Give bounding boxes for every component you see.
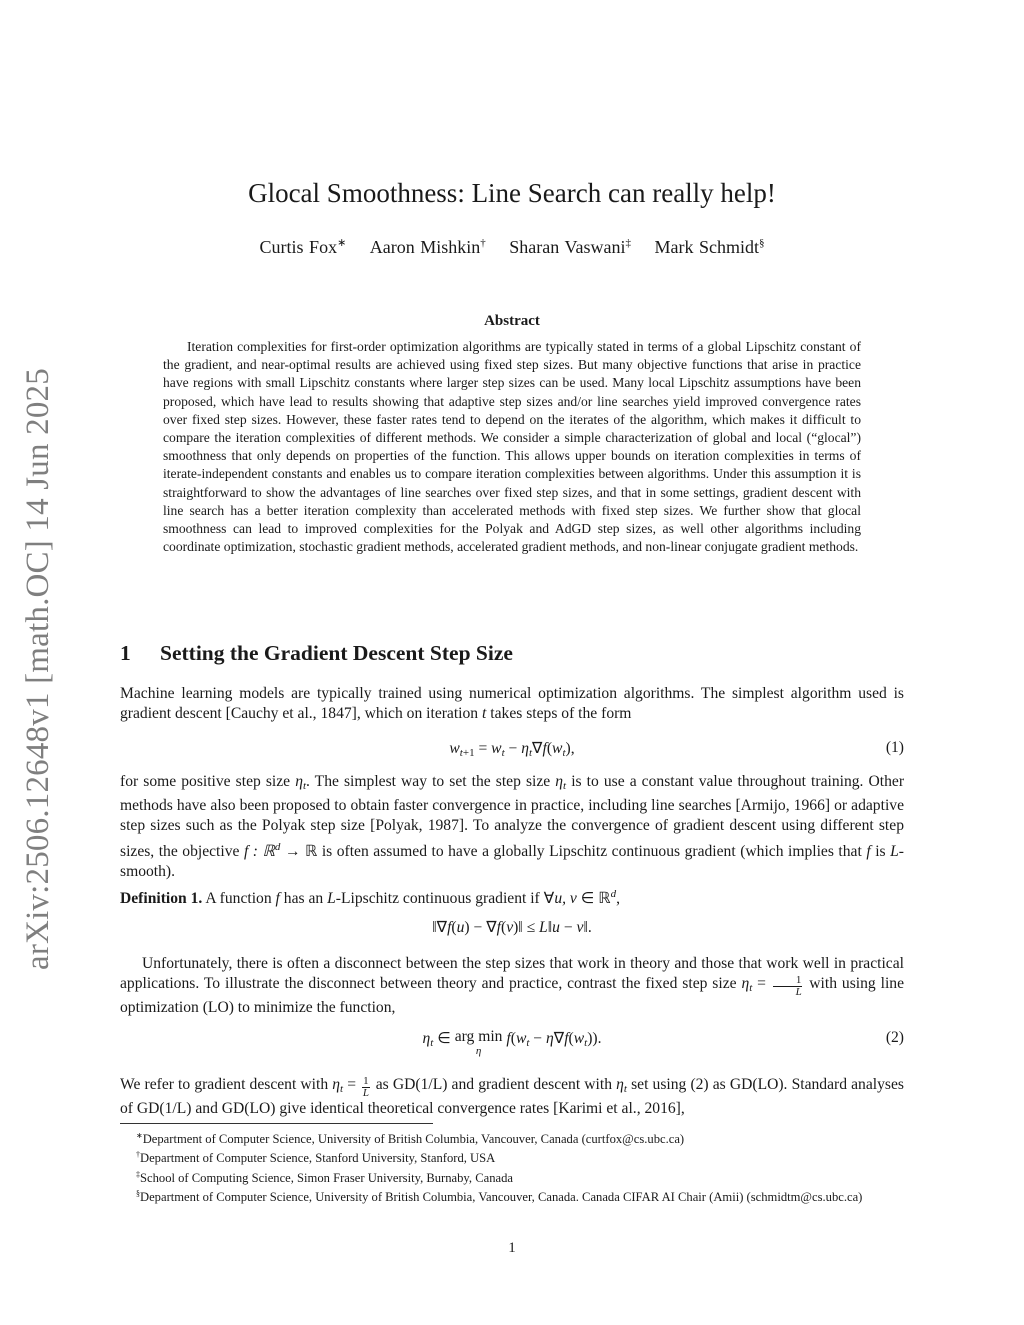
definition-1: Definition 1. A function f has an L-Lipschitz continuous gradient if ∀u, v ∈ ℝ$^d$, — [120, 888, 620, 907]
equation-1-number[interactable]: (1) — [885, 739, 904, 756]
paragraph-intro: Machine learning models are typically trained using numerical optimization algorithms. The simplest algorithm used is gradient descent [Cauchy et al., 1847], which on iteration t takes steps of the form — [120, 685, 904, 723]
abstract-heading: Abstract — [484, 313, 540, 329]
lipschitz-inequality: ‖∇f(u) − ∇f(v)‖ ≤ L‖u − v‖. — [432, 919, 592, 936]
author-list — [0, 236, 1024, 258]
section-title: Setting the Gradient Descent Step Size — [160, 641, 513, 665]
section-heading — [120, 641, 904, 666]
equation-1-body: $w_{t+1} = w_t - \eta_t\nabla f(w_t)$, — [449, 740, 575, 759]
footnote-item: ‡School of Computing Science, Simon Fraser University, Burnaby, Canada — [136, 1169, 513, 1185]
equation-2 — [120, 1028, 904, 1057]
arxiv-identifier-stamp: arXiv:2506.12648v1 [math.OC] 14 Jun 2025 — [20, 368, 56, 970]
footnotes — [120, 1128, 904, 1205]
equation-2-body: $\eta_t$ ∈ arg min η $f(w_t - \eta\nabla f(w_t))$. — [422, 1028, 602, 1057]
author-name: Aaron Mishkin† — [369, 237, 486, 257]
definition-label: Definition 1. — [120, 890, 203, 907]
paragraph-gd-variants: We refer to gradient descent with $\eta_t$ = $\frac{1}{L}$ as GD(1/L) and gradient descent with $\eta_t$ set using (2) as GD(LO). Standard analyses of GD(1/L) and GD(LO) give identical theoretical convergence rates [Karimi et al., 2016], — [120, 1075, 904, 1118]
page-number: 1 — [508, 1240, 516, 1256]
author-footnote-mark[interactable]: § — [758, 237, 765, 249]
author-name: Curtis Fox∗ — [259, 237, 347, 257]
equation-1 — [120, 739, 904, 763]
footnote-item: †Department of Computer Science, Stanford University, Stanford, USA — [136, 1150, 496, 1166]
paper-title: Glocal Smoothness: Line Search can really help! — [248, 178, 776, 208]
author-footnote-mark[interactable]: ∗ — [337, 237, 347, 249]
author-footnote-mark[interactable]: ‡ — [625, 237, 631, 249]
footnote-divider — [120, 1123, 433, 1124]
equation-2-number[interactable]: (2) — [885, 1029, 904, 1046]
paragraph-disconnect: Unfortunately, there is often a disconnect between the step sizes that work in theory and those that work well in practical applications. To illustrate the disconnect between theory and practice, contrast the fixed step size $\eta_t$ = $\frac{1}{L}$ with using line optimization (LO) to minimize the function, — [120, 955, 904, 1017]
section-number: 1 — [120, 641, 131, 665]
footnote-item: ∗Department of Computer Science, University of British Columbia, Vancouver, Canada (curtfox@cs.ubc.ca) — [136, 1131, 685, 1147]
author-name: Sharan Vaswani‡ — [509, 237, 631, 257]
author-name: Mark Schmidt§ — [654, 237, 765, 257]
author-footnote-mark[interactable]: † — [480, 237, 486, 249]
abstract-body: Iteration complexities for first-order optimization algorithms are typically stated in terms of a global Lipschitz constant of the gradient, and near-optimal results are achieved using fixed step sizes. But many objective functions that arise in practice have regions with small Lipschitz constants where larger step sizes can be used. Many local Lipschitz assumptions have been proposed, which have lead to results showing that adaptive step sizes and/or line searches yield improved convergence rates over fixed step sizes. However, these faster rates tend to depend on the iterates of the algorithm, which makes it difficult to compare the iteration complexities of different methods. We consider a simple characterization of global and local (“glocal”) smoothness that only depends on properties of the function. This allows upper bounds on iteration complexities in terms of iterate-independent constants and enables us to compare iteration complexities between algorithms. Under this assumption it is straightforward to show the advantages of line searches over fixed step sizes, and that in some settings, gradient descent with line search has a better iteration complexity than accelerated methods with fixed step sizes. We further show that glocal smoothness can lead to improved complexities for the Polyak and AdGD step sizes, as well other algorithms including coordinate optimization, stochastic gradient methods, accelerated gradient methods, and non-linear conjugate gradient methods. — [163, 339, 861, 555]
paragraph-step-size: for some positive step size $\eta_t$. The simplest way to set the step size $\eta_t$ is to use a constant value throughout training. Other methods have also been proposed to obtain faster convergence in practice, including line searches [Armijo, 1966] or adaptive step sizes such as the Polyak step size [Polyak, 1987]. To analyze the convergence of gradient descent using different step sizes, the objective f : ℝ$^d$ → ℝ is often assumed to have a globally Lipschitz continuous gradient (which implies that f is L-smooth). — [120, 773, 905, 880]
footnote-item: §Department of Computer Science, University of British Columbia, Vancouver, Canada. Canada CIFAR AI Chair (Amii) (schmidtm@cs.ubc.ca) — [136, 1188, 863, 1205]
